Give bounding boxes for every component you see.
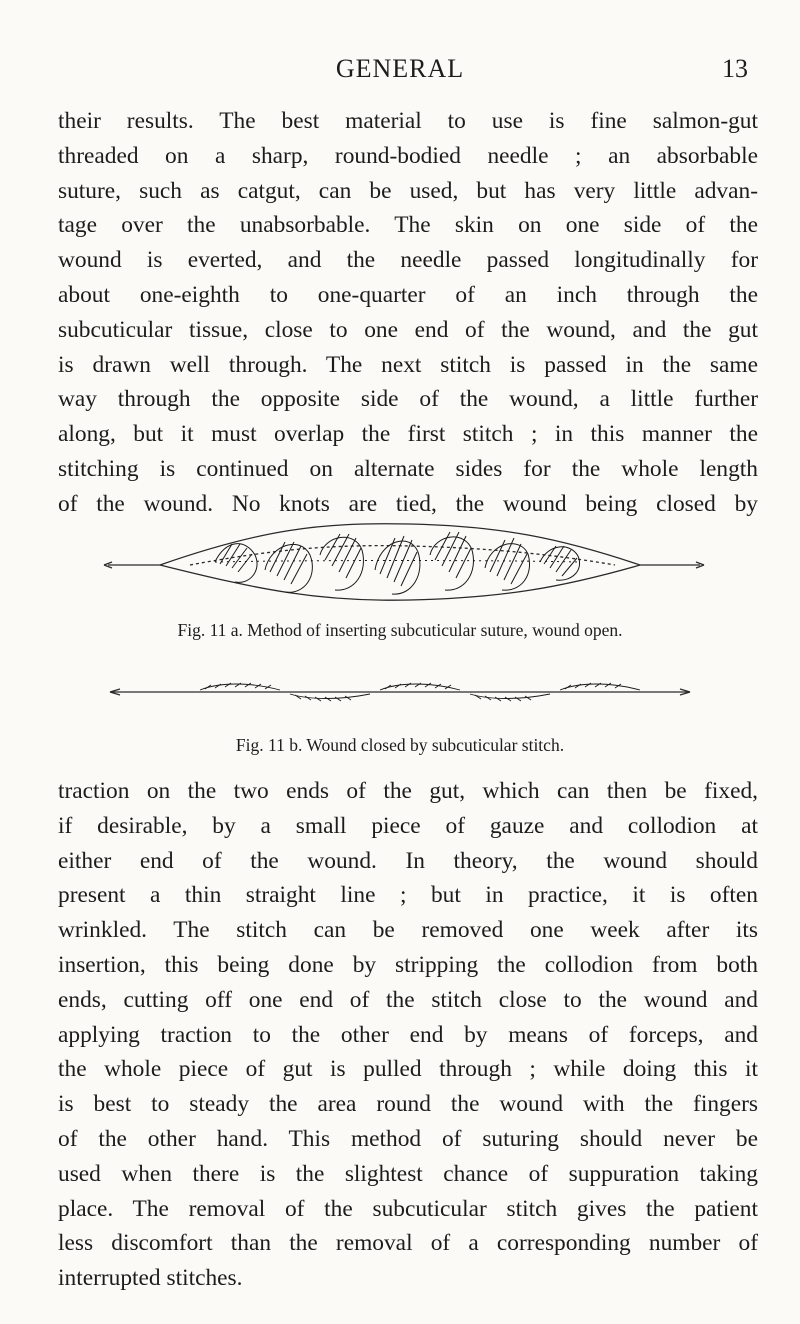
- page-number: 13: [722, 54, 748, 83]
- text-line: traction on the two ends of the gut, which can then be fixed,: [58, 778, 758, 804]
- text-line: suture, such as catgut, can be used, but has very little advan-: [58, 177, 758, 204]
- text-line: their results. The best material to use is fine salmon-gut: [58, 108, 758, 134]
- running-header: [0, 50, 800, 90]
- text-line: less discomfort than the removal of a corresponding number of: [58, 1230, 758, 1257]
- text-line: subcuticular tissue, close to one end of the wound, and the gut: [58, 316, 758, 343]
- figure-11b-closed-wound: [0, 672, 800, 712]
- suture-loops: [215, 532, 580, 594]
- text-line: insertion, this being done by stripping the collodion from both: [58, 951, 758, 978]
- text-line: along, but it must overlap the first stitch ; in this manner the: [58, 421, 758, 448]
- figure-11a-caption: Fig. 11 a. Method of inserting subcuticular suture, wound open.: [177, 620, 623, 640]
- running-title: GENERAL: [335, 54, 465, 83]
- text-line: ends, cutting off one end of the stitch close to the wound and: [58, 986, 758, 1013]
- text-line: applying traction to the other end by means of forceps, and: [58, 1021, 758, 1048]
- paragraph-1: [58, 104, 758, 522]
- text-line: of the wound. No knots are tied, the wound being closed by: [58, 490, 758, 517]
- text-line: wound is everted, and the needle passed longitudinally for: [58, 247, 758, 274]
- wound-lower-edge: [160, 565, 640, 600]
- text-line: is best to steady the area round the wound with the fingers: [58, 1091, 758, 1118]
- paragraph-2: [58, 774, 758, 1296]
- text-line: wrinkled. The stitch can be removed one week after its: [58, 917, 758, 944]
- text-line: present a thin straight line ; but in practice, it is often: [58, 882, 758, 909]
- text-line: place. The removal of the subcuticular stitch gives the patient: [58, 1195, 758, 1222]
- figure-11a-open-wound-suture: [0, 510, 800, 610]
- text-line: is drawn well through. The next stitch is passed in the same: [58, 351, 758, 378]
- text-line: of the other hand. This method of suturing should never be: [58, 1125, 758, 1152]
- text-line: if desirable, by a small piece of gauze and collodion at: [58, 812, 758, 839]
- text-line: tage over the unabsorbable. The skin on one side of the: [58, 212, 758, 239]
- text-line: used when there is the slightest chance of suppuration taking: [58, 1160, 758, 1187]
- text-line: either end of the wound. In theory, the wound should: [58, 847, 758, 874]
- text-line: about one-eighth to one-quarter of an inch through the: [58, 281, 758, 308]
- text-line: stitching is continued on alternate sides for the whole length: [58, 455, 758, 482]
- text-line: threaded on a sharp, round-bodied needle ; an absorbable: [58, 142, 758, 169]
- figure-11b-caption: Fig. 11 b. Wound closed by subcuticular stitch.: [235, 735, 565, 755]
- text-line: the whole piece of gut is pulled through ; while doing this it: [58, 1056, 758, 1083]
- text-line: way through the opposite side of the wound, a little further: [58, 386, 758, 413]
- text-line: interrupted stitches.: [58, 1265, 243, 1292]
